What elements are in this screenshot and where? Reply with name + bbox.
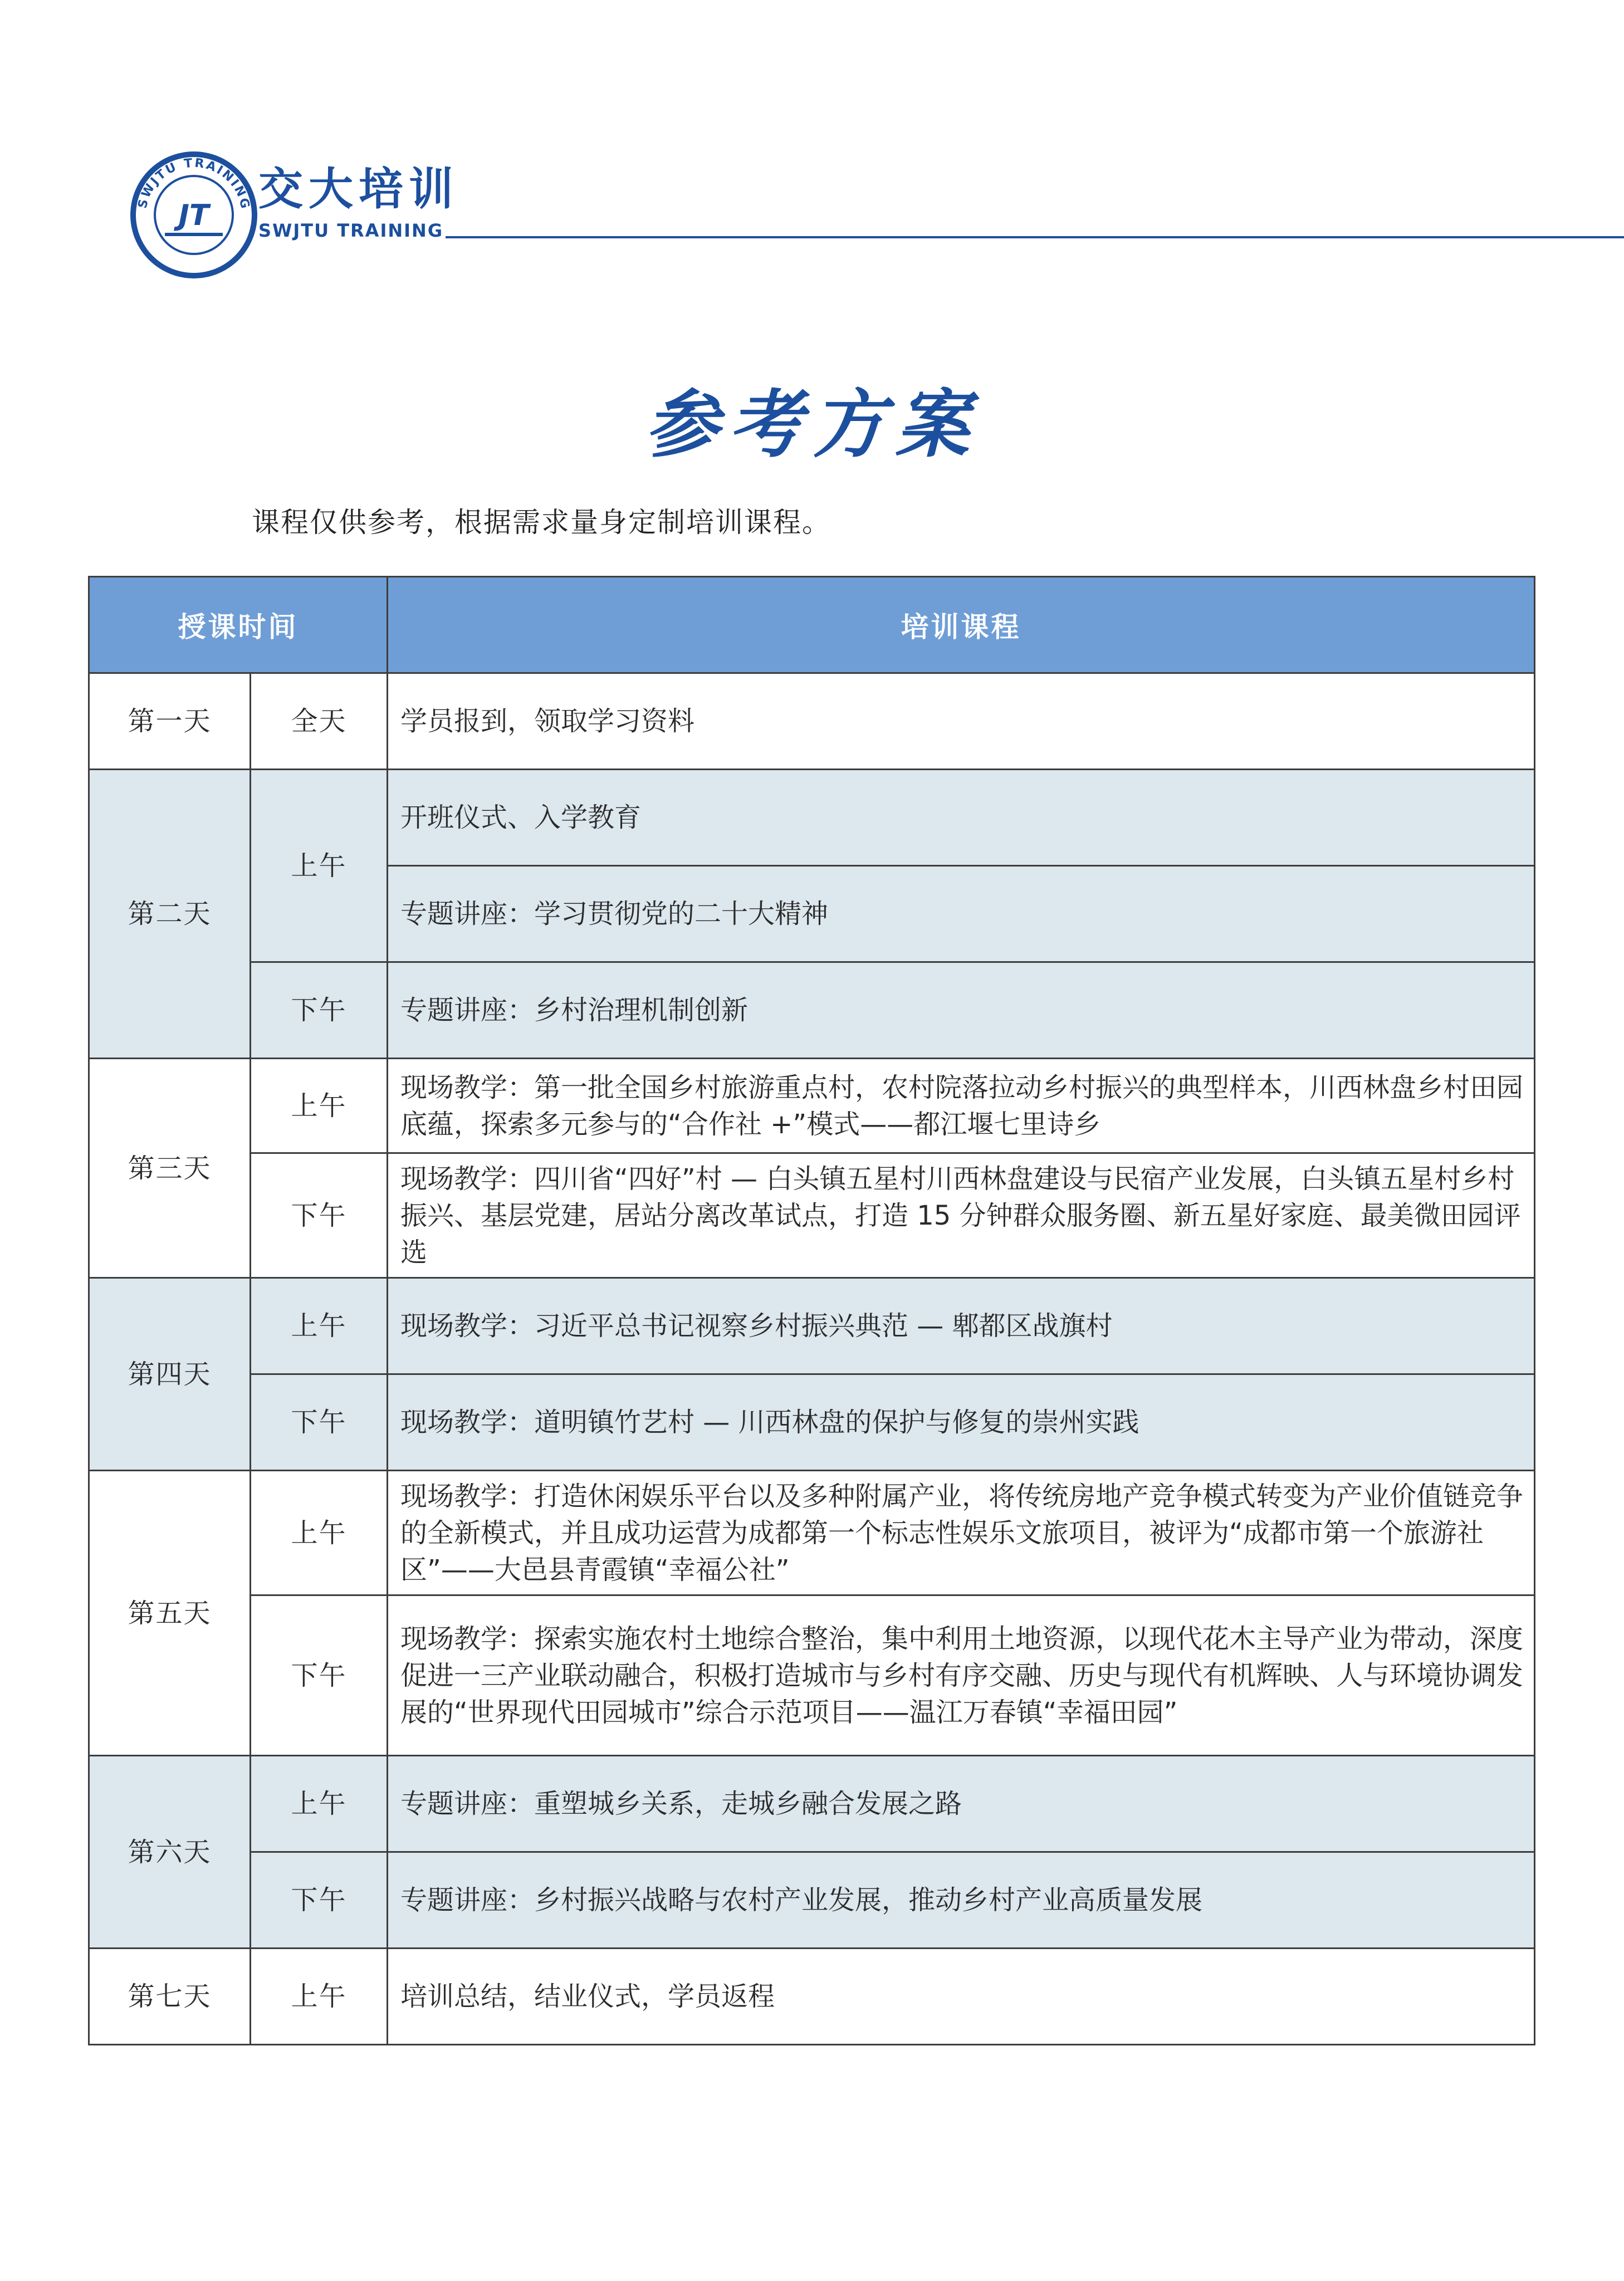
logo-mark: JT: [178, 199, 209, 232]
course-cell: 学员报到，领取学习资料: [388, 673, 1535, 770]
course-cell: 现场教学：四川省“四好”村 — 白头镇五星村川西林盘建设与民宿产业发展，白头镇五星村乡村振兴、基层党建，居站分离改革试点，打造 15 分钟群众服务圈、新五星好家庭、最美微田园评选: [388, 1153, 1535, 1278]
slot-cell: 下午: [251, 1852, 388, 1949]
table-row: [89, 1278, 1535, 1374]
table-row: [89, 962, 1535, 1059]
slot-cell: 上午: [251, 1278, 388, 1374]
slot-cell: 下午: [251, 1595, 388, 1756]
table-header-row: [89, 577, 1535, 673]
course-cell: 专题讲座：乡村治理机制创新: [388, 962, 1535, 1059]
day-cell: 第一天: [89, 673, 251, 770]
brand-name-en: SWJTU TRAINING: [258, 220, 444, 241]
course-cell: 专题讲座：学习贯彻党的二十大精神: [388, 866, 1535, 962]
swjtu-logo: [127, 148, 261, 282]
course-cell: 现场教学：探索实施农村土地综合整治，集中利用土地资源，以现代花木主导产业为带动，深度促进一三产业联动融合，积极打造城市与乡村有序交融、历史与现代有机辉映、人与环境协调发展的“世界现代田园城市”综合示范项目——温江万春镇“幸福田园”: [388, 1595, 1535, 1756]
slot-cell: 全天: [251, 673, 388, 770]
logo-ring-text: SWJTU TRAINING: [135, 156, 252, 212]
slot-cell: 上午: [251, 1756, 388, 1852]
day-cell: 第六天: [89, 1756, 251, 1949]
day-cell: 第三天: [89, 1059, 251, 1278]
course-cell: 开班仪式、入学教育: [388, 770, 1535, 866]
header-course: 培训课程: [388, 577, 1535, 673]
day-cell: 第五天: [89, 1471, 251, 1756]
course-cell: 现场教学：道明镇竹艺村 — 川西林盘的保护与修复的崇州实践: [388, 1374, 1535, 1471]
course-cell: 专题讲座：重塑城乡关系，走城乡融合发展之路: [388, 1756, 1535, 1852]
slot-cell: 下午: [251, 962, 388, 1059]
course-cell: 培训总结，结业仪式，学员返程: [388, 1949, 1535, 2045]
slot-cell: 下午: [251, 1153, 388, 1278]
header-divider: [446, 236, 1624, 238]
table-row: [89, 1756, 1535, 1852]
table-row: [89, 1949, 1535, 2045]
table-row: [89, 1059, 1535, 1153]
brand-name-cn: 交大培训: [258, 163, 459, 215]
slot-cell: 上午: [251, 1949, 388, 2045]
page-title: 参考方案: [645, 381, 979, 468]
intro-text: 课程仅供参考，根据需求量身定制培训课程。: [252, 506, 831, 539]
course-cell: 专题讲座：乡村振兴战略与农村产业发展，推动乡村产业高质量发展: [388, 1852, 1535, 1949]
day-cell: 第二天: [89, 770, 251, 1059]
table-row: [89, 1374, 1535, 1471]
course-cell: 现场教学：第一批全国乡村旅游重点村，农村院落拉动乡村振兴的典型样本，川西林盘乡村田园底蕴，探索多元参与的“合作社 +”模式——都江堰七里诗乡: [388, 1059, 1535, 1153]
table-row: [89, 673, 1535, 770]
table-row: [89, 770, 1535, 866]
slot-cell: 上午: [251, 1059, 388, 1153]
day-cell: 第七天: [89, 1949, 251, 2045]
slot-cell: 上午: [251, 1471, 388, 1595]
course-cell: 现场教学：打造休闲娱乐平台以及多种附属产业，将传统房地产竞争模式转变为产业价值链竞争的全新模式，并且成功运营为成都第一个标志性娱乐文旅项目，被评为“成都市第一个旅游社区”——大邑县青霞镇“幸福公社”: [388, 1471, 1535, 1595]
slot-cell: 上午: [251, 770, 388, 962]
table-row: [89, 1852, 1535, 1949]
table-row: [89, 1595, 1535, 1756]
table-row: [89, 1471, 1535, 1595]
header-time: 授课时间: [89, 577, 388, 673]
course-cell: 现场教学：习近平总书记视察乡村振兴典范 — 郫都区战旗村: [388, 1278, 1535, 1374]
day-cell: 第四天: [89, 1278, 251, 1471]
schedule-table: [88, 576, 1535, 2045]
table-row: [89, 1153, 1535, 1278]
slot-cell: 下午: [251, 1374, 388, 1471]
